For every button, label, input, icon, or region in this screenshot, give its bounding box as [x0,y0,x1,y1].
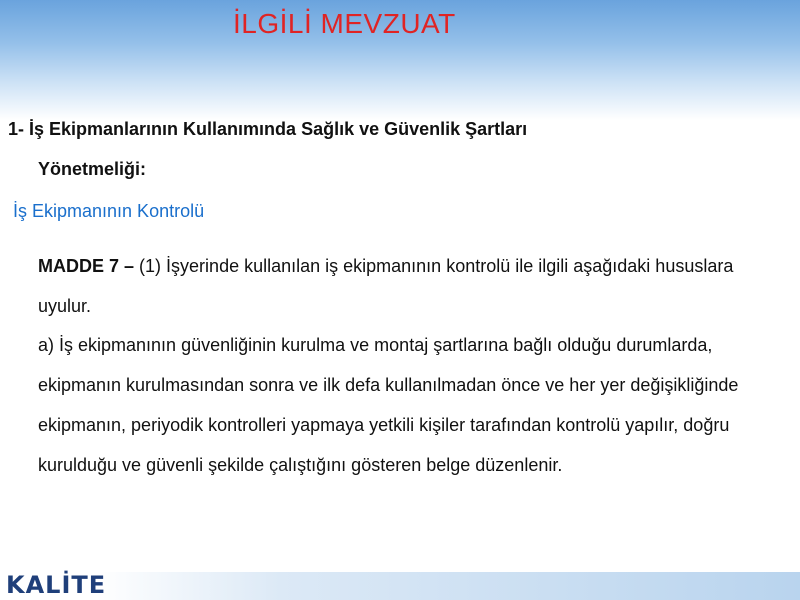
kalite-logo: KALİTE [6,571,107,599]
section-heading: İş Ekipmanının Kontrolü [13,201,205,221]
regulation-title [8,116,768,182]
article-text: (1) İşyerinde kullanılan iş ekipmanının kontrolü ile ilgili aşağıdaki hususlara uyulur. [38,256,734,316]
regulation-title-line1: 1- İş Ekipmanlarının Kullanımında Sağlık ve Güvenlik Şartları [8,119,528,139]
article-item-a: a) İş ekipmanının güvenliğinin kurulma ve montaj şartlarına bağlı olduğu durumlarda, ekipmanın kurulmasından sonra ve ilk defa kullanılmadan önce ve her yer değişikliğinde ekipmanın, periyodik kontrolleri yapmaya yetkili kişiler tarafından kontrolü yapılır, doğru kurulduğu ve güvenli şekilde çalıştığını gösteren belge düzenlenir. [38,335,739,475]
article-label: MADDE 7 – [38,256,135,276]
footer-band [0,572,800,600]
regulation-title-line2: Yönetmeliği: [38,159,147,179]
article-paragraph [38,246,778,326]
slide-title: İLGİLİ MEVZUAT [233,8,456,39]
